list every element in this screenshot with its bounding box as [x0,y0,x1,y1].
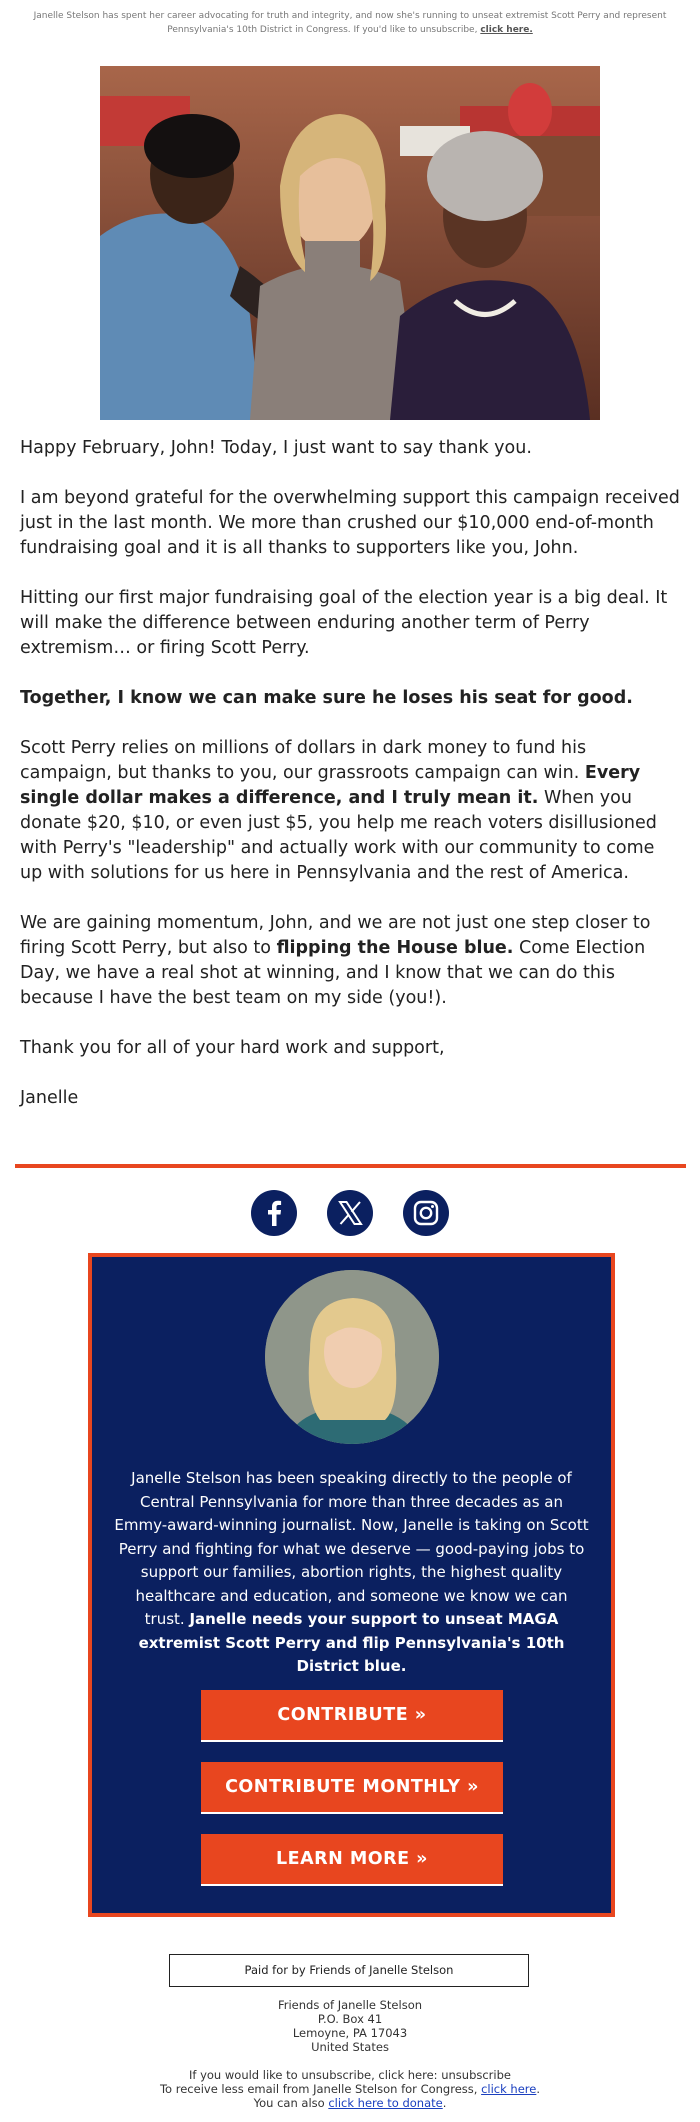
candidate-portrait [265,1270,439,1444]
bio-text-a: Janelle Stelson has been speaking directly to the people of Central Pennsylvania for more than three decades as an Emmy-award-winning journalist. Now, Janelle is taking on Scott Perry and fighting for what we deserve — good-paying jobs to support our families, abortion rights, the highest quality healthcare and education, and someone we know we can trust. [114,1469,589,1628]
letter-signature: Janelle [20,1088,79,1108]
letter-paragraph-3: Hitting our first major fundraising goal of the election year is a big deal. It will make the difference between enduring another term of Perry extremism… or firing Scott Perry. [20,588,668,658]
letter-paragraph-6-b: Come Election Day, we have a real shot at winning, and I know that we can do this because I have the best team on my side (you!). [20,938,646,1008]
letter-paragraph-4 [20,686,682,711]
letter-paragraph-7: Thank you for all of your hard work and support, [20,1038,445,1058]
bio-card [88,1253,615,1917]
unsubscribe-text[interactable]: If you would like to unsubscribe, click here: unsubscribe [189,2068,511,2082]
footer-links [0,2068,700,2110]
letter-paragraph-6-a: We are gaining momentum, John, and we are not just one step closer to firing Scott Perry, but also to [20,913,651,958]
letter-paragraph-6-bold: flipping the House blue. [276,938,514,958]
less-email-link[interactable]: click here [481,2082,537,2096]
letter-paragraph-5 [20,736,682,886]
paid-for-disclaimer: Paid for by Friends of Janelle Stelson [169,1954,529,1987]
letter-body [20,436,682,1136]
instagram-icon[interactable] [403,1190,449,1236]
less-email-text: To receive less email from Janelle Stelson for Congress, [159,2082,478,2096]
address-line-1: Friends of Janelle Stelson [277,1998,423,2012]
address-line-4: United States [311,2040,389,2054]
hero-photo [100,66,600,420]
contribute-button[interactable]: CONTRIBUTE » [201,1690,503,1742]
preheader-text: Janelle Stelson has spent her career advocating for truth and integrity, and now she's running to unseat extremist Scott Perry and represent Pennsylvania's 10th District in Congress. If you'd like to unsubscribe, [33,11,667,35]
letter-greeting: Happy February, John! Today, I just want to say thank you. [20,438,532,458]
letter-paragraph-5-a: Scott Perry relies on millions of dollars in dark money to fund his campaign, but thanks to you, our grassroots campaign can win. [20,738,587,783]
letter-paragraph-4-bold: Together, I know we can make sure he loses his seat for good. [20,688,633,708]
facebook-icon[interactable] [251,1190,297,1236]
donate-link[interactable]: click here to donate [328,2096,443,2110]
letter-paragraph-2: I am beyond grateful for the overwhelming support this campaign received just in the last month. We more than crushed our $10,000 end-of-month fundraising goal and it is all thanks to supporters like you, John. [20,488,680,558]
donate-text: You can also [253,2096,325,2110]
donate-line: You can also click here to donate. [253,2096,447,2110]
hero-photo-illustration [100,66,600,420]
orange-divider [15,1164,686,1168]
address-line-2: P.O. Box 41 [317,2012,383,2026]
preheader [20,9,680,37]
candidate-portrait-illustration [265,1270,439,1444]
social-links [0,1190,700,1236]
learn-more-button[interactable]: LEARN MORE » [201,1834,503,1886]
bio-text-bold: Janelle needs your support to unseat MAGA extremist Scott Perry and flip Pennsylvania's 10th District blue. [138,1610,565,1675]
letter-paragraph-6 [20,911,682,1011]
bio-text [114,1467,589,1679]
x-icon[interactable] [327,1190,373,1236]
contribute-monthly-button[interactable]: CONTRIBUTE MONTHLY » [201,1762,503,1814]
address-line-3: Lemoyne, PA 17043 [292,2026,408,2040]
letter-paragraph-5-bold: Every single dollar makes a difference, and I truly mean it. [20,763,641,808]
letter-paragraph-5-b: When you donate $20, $10, or even just $5, you help me reach voters disillusioned with Perry's "leadership" and actually work with our community to come up with solutions for us here in Pennsylvania and the rest of America. [20,788,657,883]
preheader-unsubscribe-link[interactable]: click here. [480,25,533,35]
less-email-line: To receive less email from Janelle Stelson for Congress, click here. [159,2082,540,2096]
mailing-address [0,1998,700,2054]
